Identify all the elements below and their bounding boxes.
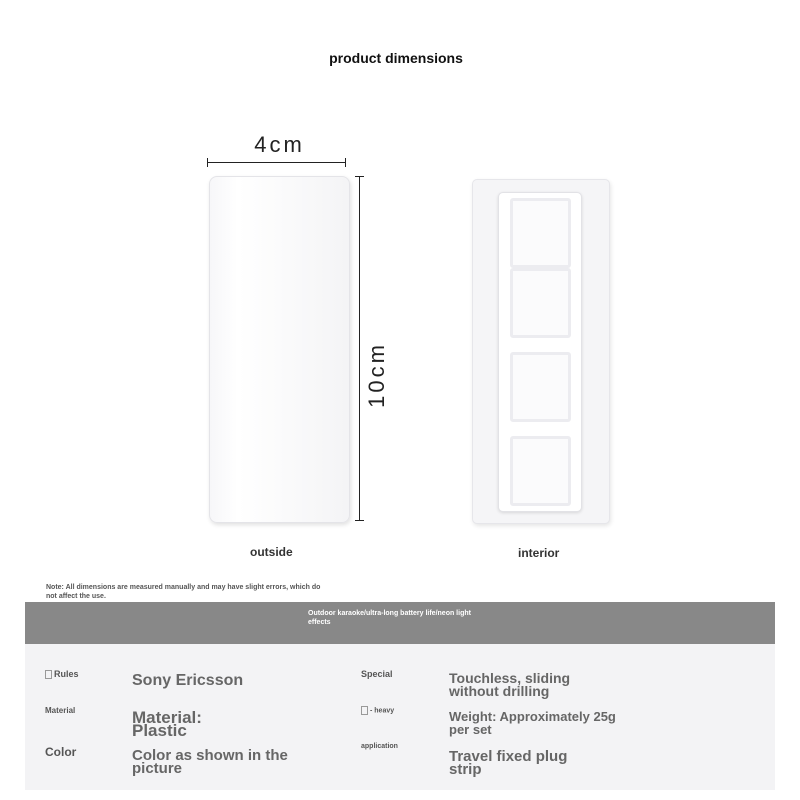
interior-cell — [510, 198, 571, 268]
heavy-label: - heavy — [361, 706, 394, 715]
material-value: Material: Plastic — [132, 708, 202, 740]
interior-caption: interior — [518, 546, 560, 560]
interior-cell — [510, 352, 571, 422]
width-dimension-label: 4cm — [254, 132, 305, 157]
material-label: Material — [45, 706, 76, 715]
application-label: application — [361, 743, 398, 750]
height-dimension-line — [359, 176, 360, 521]
height-dimension-label: 10cm — [364, 342, 389, 408]
weight-value: Weight: Approximately 25g per set — [449, 709, 616, 737]
color-value: Color as shown in the picture — [132, 747, 288, 777]
outside-plate-image — [209, 176, 350, 523]
banner-text: Outdoor karaoke/ultra-long battery life/neon light effects — [308, 610, 471, 626]
interior-cell — [510, 436, 571, 506]
special-value: Touchless, sliding without drilling — [449, 670, 571, 699]
weight-icon — [361, 706, 368, 715]
rules-label: Rules — [45, 669, 79, 679]
color-label: Color — [45, 745, 77, 759]
page-title: product dimensions — [329, 50, 463, 66]
outside-caption: outside — [250, 545, 293, 559]
width-dimension-line — [207, 162, 346, 163]
measurement-note: Note: All dimensions are measured manually and may have slight errors, which do not affect the use. — [46, 584, 321, 600]
interior-cell — [510, 268, 571, 338]
special-label: Special — [361, 669, 393, 679]
rules-icon — [45, 670, 52, 679]
application-value: Travel fixed plug strip — [449, 748, 568, 778]
rules-value: Sony Ericsson — [132, 672, 244, 689]
